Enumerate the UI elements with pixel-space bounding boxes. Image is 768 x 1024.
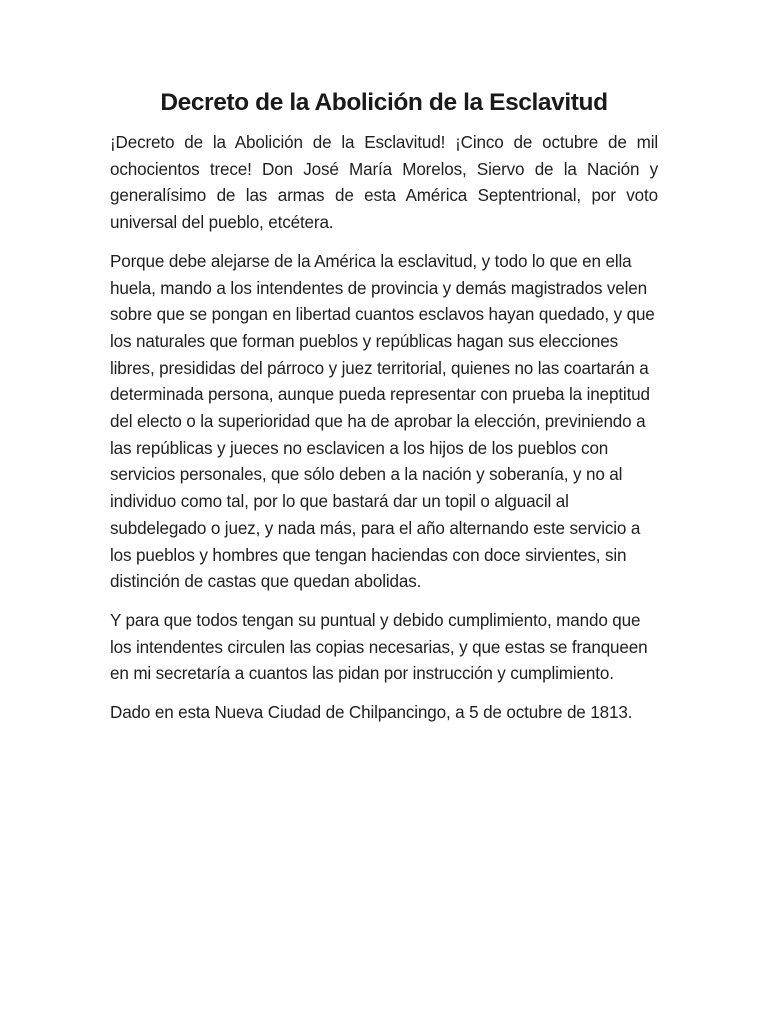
paragraph-signature: Dado en esta Nueva Ciudad de Chilpancingo, a 5 de octubre de 1813. [110,703,633,723]
document-body [110,130,658,739]
document-title: Decreto de la Abolición de la Esclavitud [160,89,608,116]
paragraph-intro: ¡Decreto de la Abolición de la Esclavitud! ¡Cinco de octubre de mil ochocientos trece! Don José María Morelos, Siervo de la Nación y generalísimo de las armas de esta América Septentrional, por voto universal del pueblo, etcétera. [110,133,658,233]
paragraph-compliance: Y para que todos tengan su puntual y debido cumplimiento, mando que los intendentes circulen las copias necesarias, y que estas se franqueen en mi secretaría a cuantos las pidan por instrucción y cumplimiento. [110,610,648,684]
paragraph-decree: Porque debe alejarse de la América la esclavitud, y todo lo que en ella huela, mando a los intendentes de provincia y demás magistrados velen sobre que se pongan en libertad cuantos esclavos hayan quedado, y que los naturales que forman pueblos y repúblicas hagan sus elecciones libres, presididas del párroco y juez territorial, quienes no las coartarán a determinada persona, aunque pueda representar con prueba la ineptitud del electo o la superioridad que ha de aprobar la elección, previniendo a las repúblicas y jueces no esclavicen a los hijos de los pueblos con servicios personales, que sólo deben a la nación y soberanía, y no al individuo como tal, por lo que bastará dar un topil o alguacil al subdelegado o juez, y nada más, para el año alternando este servicio a los pueblos y hombres que tengan haciendas con doce sirvientes, sin distinción de castas que quedan abolidas. [110,251,655,592]
